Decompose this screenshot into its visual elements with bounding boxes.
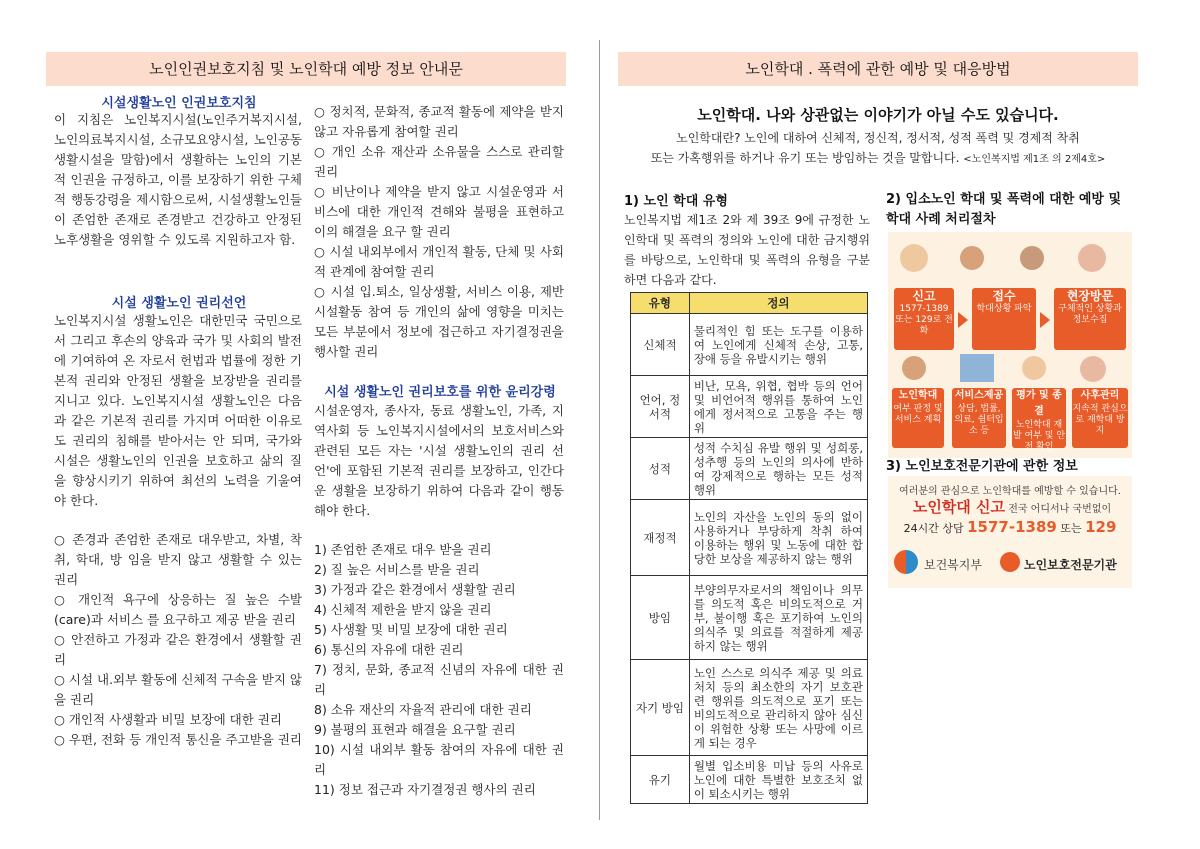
list-item: ○ 시설 내.외부 활동에 신체적 구속을 받지 않을 권리	[54, 672, 302, 707]
para-guideline: 이 지침은 노인복지시설(노인주거복지시설, 노인의료복지시설, 소규모요양시설, 노인공동생활시설을 말함)에서 생활하는 노인의 기본적 인권을 규정하고, 이를 보장하기 위한 구체적 행동강령을 제시함으로써, 시설생활노인들이 존엄한 존재로 존경받고 건강하고 안정된 노후생활을 영위할 수 있도록 지원하고자 함.	[54, 112, 302, 247]
title-guideline: 시설생활노인 인권보호지침	[101, 96, 257, 111]
list-item: ○ 시설 내외부에서 개인적 활동, 단체 및 사회적 관계에 참여할 권리	[314, 244, 564, 279]
table-row: 유기 월별 입소비용 미납 등의 사유로 노인에 대한 특별한 보호조치 없이 퇴소시키는 행위	[631, 756, 868, 804]
or-text: 또는	[1060, 522, 1082, 535]
list-item: ○ 개인적 욕구에 상응하는 질 높은 수발(care)과 서비스 를 요구하고 제공 받을 권리	[54, 592, 302, 627]
intro-line-1: 노인학대란? 노인에 대하여 신체적, 정신적, 정서적, 성적 폭력 및 경제적 착취	[676, 131, 1080, 145]
list-item: 2) 질 높은 서비스를 받을 권리	[314, 562, 480, 577]
intro-reference: <노인복지법 제1조 의 2제4호>	[963, 154, 1106, 165]
list-item: 5) 사생활 및 비밀 보장에 대한 권리	[314, 622, 508, 637]
info-box	[888, 476, 1132, 588]
table-row: 방임 부양의무자로서의 책임이나 의무를 의도적 혹은 비의도적으로 거부, 불이행 혹은 포기하여 노인의 의식주 및 의료를 적절하게 제공하지 않는 행위	[631, 576, 868, 660]
elder-couple-icon	[1080, 356, 1106, 382]
agency-logo-icon	[1000, 552, 1020, 572]
list-item: 7) 정치, 문화, 종교적 신념의 자유에 대한 권리	[314, 662, 564, 697]
doctor-figure-icon	[1022, 356, 1046, 380]
building-icon	[960, 354, 994, 382]
procedure-diagram	[888, 232, 1132, 458]
left-header: 노인인권보호지침 및 노인학대 예방 정보 안내문	[46, 52, 566, 86]
list-item: 11) 정보 접근과 자기결정권 행사의 권리	[314, 782, 536, 797]
list-item: 8) 소유 재산의 자율적 관리에 대한 권리	[314, 702, 532, 717]
table-header-type: 유형	[631, 293, 690, 314]
list-item: 3) 가정과 같은 환경에서 생활할 권리	[314, 582, 516, 597]
section-3-title: 3) 노인보호전문기관에 관한 정보	[886, 459, 1078, 474]
list-item: ○ 우편, 전화 등 개인적 통신을 주고받을 권리	[54, 732, 302, 747]
flow-step-judgement: 노인학대 여부 판정 및 서비스 계획	[892, 388, 944, 448]
page-divider	[599, 40, 600, 820]
counselor-figure-icon	[1020, 246, 1044, 270]
table-row: 재정적 노인의 자산을 노인의 동의 없이 사용하거나 부당하게 착취 하여 이용하는 행위 및 노동에 대한 합당한 보상을 제공하지 않는 행위	[631, 500, 868, 576]
flow-step-evaluation: 평가 및 종결 노인학대 재발 여부 및 안전 확인	[1012, 390, 1066, 452]
table-row: 성적 성적 수치심 유발 행위 및 성희롱, 성추행 등의 노인의 의사에 반하여 강제적으로 행하는 모든 성적 행위	[631, 438, 868, 500]
right-header: 노인학대 . 폭력에 관한 예방 및 대응방법	[618, 52, 1138, 86]
info-line-1: 여러분의 관심으로 노인학대를 예방할 수 있습니다.	[899, 486, 1121, 497]
flow-step-report: 신고 1577-1389 또는 129로 전화	[894, 288, 954, 350]
phone-number: 1577-1389	[967, 518, 1057, 536]
report-label: 노인학대 신고	[912, 498, 1005, 516]
section-1-title: 1) 노인 학대 유형	[624, 194, 728, 209]
phone-number-129: 129	[1085, 518, 1117, 536]
list-item: 4) 신체적 제한을 받지 않을 권리	[314, 602, 492, 617]
rights-list-1	[54, 530, 302, 750]
report-note: 전국 어디서나 국번없이	[1008, 504, 1112, 515]
para-ethics: 시설운영자, 종사자, 동료 생활노인, 가족, 지역사회 등 노인복지시설에서의 보호서비스와 관련된 모든 자는 '시설 생활노인의 권리 선언'에 포함된 기본적 권리를 보장하고, 인간다운 생활을 보장하기 위하여 다음과 같이 행동해야 한다.	[314, 403, 564, 518]
list-item: 10) 시설 내외부 활동 참여의 자유에 대한 권리	[314, 742, 564, 777]
info-line-2	[892, 496, 1132, 517]
table-row: 자기 방임 노인 스스로 의식주 제공 및 의료 처치 등의 최소한의 자기 보호관련 행위를 의도적으로 포기 또는 비의도적으로 관리하지 않아 심신이 위험한 상황 또는 사망에 이르게 되는 경우	[631, 660, 868, 756]
para-declaration: 노인복지시설 생활노인은 대한민국 국민으로서 그리고 후손의 양육과 국가 및 사회의 발전에 기여하여 온 자로서 헌법과 법률에 정한 기본적 권리와 안정된 생활을 보장받을 권리를 지니고 있다. 노인복지시설 생활노인은 다음과 같은 기본적 권리를 가지며 어떠한 이유로도 권리의 침해를 받아서는 안 되며, 국가와 시설은 생활노인의 인권을 보호하고 삶의 질을 향상시키기 위하여 최선의 노력을 기울여야 한다.	[54, 313, 302, 508]
list-item: 1) 존엄한 존재로 대우 받을 권리	[314, 542, 492, 557]
flow-step-receipt: 접수 학대상황 파악	[972, 288, 1036, 350]
flow-step-service: 서비스제공 상담, 법률, 의료, 쉼터입소 등	[952, 388, 1006, 448]
ministry-logo-icon	[894, 550, 918, 574]
intro-line-2	[618, 149, 1138, 166]
title-declaration: 시설 생활노인 권리선언	[111, 296, 247, 311]
section-1-text: 노인복지법 제1조 2와 제 39조 9에 규정한 노인학대 및 폭력의 정의와 노인에 대한 금지행위를 바탕으로, 노인학대 및 폭력의 유형을 구분하면 다음과 같다.	[624, 213, 870, 287]
table-header-def: 정의	[689, 293, 867, 314]
intro-text: 또는 가혹행위를 하거나 유기 또는 방임하는 것을 말합니다.	[650, 151, 960, 165]
family-figure-icon	[1078, 244, 1106, 272]
ministry-logo-text: 보건복지부	[924, 558, 982, 572]
list-item: ○ 시설 입.퇴소, 일상생활, 서비스 이용, 제반 시설활동 참여 등 개인의 삶에 영향을 미치는 모든 부분에서 정보에 접근하고 자기결정권을 행사할 권리	[314, 284, 564, 359]
agency-logo-text: 노인보호전문기관	[1024, 558, 1117, 572]
flow-step-visit: 현장방문 구체적인 상황과 정보수집	[1054, 288, 1126, 350]
info-line-3	[888, 518, 1132, 536]
staff-figure-icon	[902, 356, 926, 380]
list-item: 6) 통신의 자유에 대한 권리	[314, 642, 464, 657]
abuse-type-table	[630, 292, 868, 804]
list-item: ○ 개인 소유 재산과 소유물을 스스로 관리할 권리	[314, 144, 564, 179]
arrow-icon	[1040, 312, 1050, 328]
counsel-label: 24시간 상담	[903, 522, 964, 535]
flow-step-aftercare: 사후관리 지속적 관심으로 재학대 방지	[1072, 388, 1128, 448]
list-item: ○ 존경과 존엄한 존재로 대우받고, 차별, 착취, 학대, 방 임을 받지 않고 생활할 수 있는 권리	[54, 532, 302, 587]
list-item: ○ 개인적 사생활과 비밀 보장에 대한 권리	[54, 712, 282, 727]
list-item: 9) 불평의 표현과 해결을 요구할 권리	[314, 722, 516, 737]
ethics-list	[314, 540, 564, 800]
list-item: ○ 비난이나 제약을 받지 않고 시설운영과 서비스에 대한 개인적 견해와 불평을 표현하고 이의 해결을 요구 할 권리	[314, 184, 564, 239]
list-item: ○ 정치적, 문화적, 종교적 활동에 제약을 받지 않고 자유롭게 참여할 권리	[314, 104, 564, 139]
rights-list-2	[314, 102, 564, 362]
caller-figure-icon	[960, 246, 984, 270]
title-ethics: 시설 생활노인 권리보호를 위한 윤리강령	[324, 385, 556, 400]
table-row: 언어, 정서적 비난, 모욕, 위협, 협박 등의 언어 및 비언어적 행위를 통하여 노인에게 정서적으로 고통을 주는 행위	[631, 376, 868, 438]
section-2-title: 2) 입소노인 학대 및 폭력에 대한 예방 및 학대 사례 처리절차	[886, 192, 1122, 227]
elder-figure-icon	[900, 244, 928, 272]
list-item: ○ 안전하고 가정과 같은 환경에서 생활할 권리	[54, 632, 302, 667]
headline: 노인학대. 나와 상관없는 이야기가 아닐 수도 있습니다.	[697, 106, 1059, 124]
table-row: 신체적 물리적인 힘 또는 도구를 이용하여 노인에게 신체적 손상, 고통, 장애 등을 유발시키는 행위	[631, 314, 868, 376]
arrow-icon	[958, 312, 968, 328]
